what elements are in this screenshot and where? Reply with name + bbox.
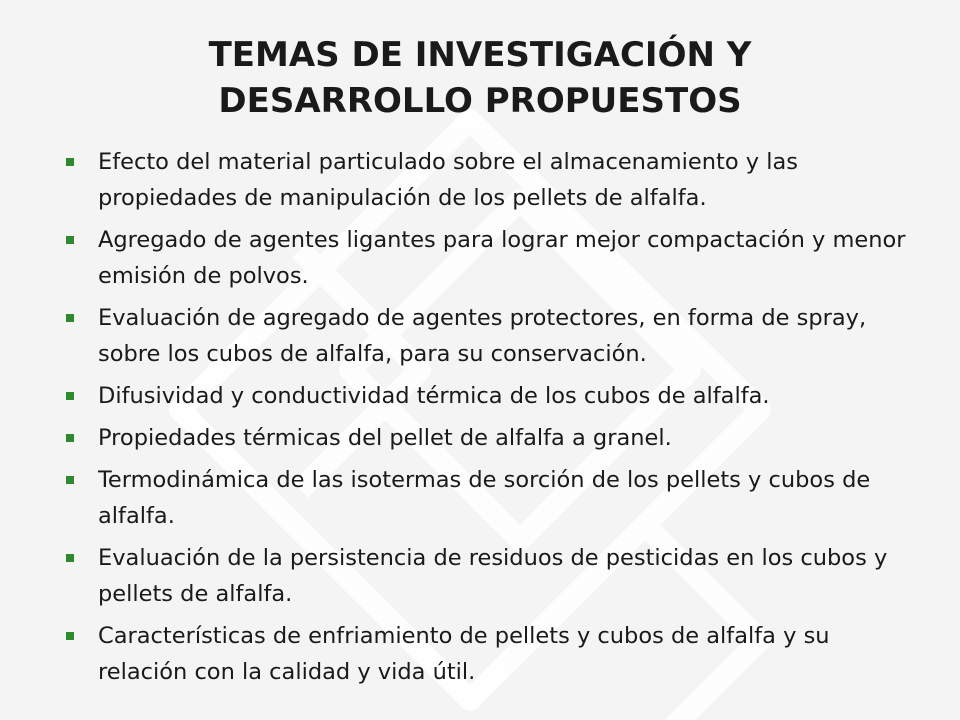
slide-title [0,32,960,124]
slide-title-line-2: DESARROLLO PROPUESTOS [218,81,742,121]
bullet-item [62,420,922,456]
square-bullet-icon [66,554,74,562]
square-bullet-icon [66,392,74,400]
bullet-text: Propiedades térmicas del pellet de alfalfa a granel. [98,425,672,451]
square-bullet-icon [66,236,74,244]
bullet-text: Evaluación de agregado de agentes protectores, en forma de spray, sobre los cubos de alfalfa, para su conservación. [98,305,867,367]
bullet-item [62,144,922,216]
bullet-item [62,618,922,690]
square-bullet-icon [66,632,74,640]
square-bullet-icon [66,158,74,166]
bullet-list [62,144,922,696]
bullet-item [62,222,922,294]
bullet-text: Efecto del material particulado sobre el almacenamiento y las propiedades de manipulación de los pellets de alfalfa. [98,149,798,211]
bullet-item [62,300,922,372]
bullet-item [62,540,922,612]
bullet-text: Evaluación de la persistencia de residuos de pesticidas en los cubos y pellets de alfalfa. [98,545,888,607]
square-bullet-icon [66,314,74,322]
bullet-item [62,462,922,534]
square-bullet-icon [66,434,74,442]
bullet-text: Características de enfriamiento de pellets y cubos de alfalfa y su relación con la calidad y vida útil. [98,623,830,685]
bullet-text: Agregado de agentes ligantes para lograr mejor compactación y menor emisión de polvos. [98,227,906,289]
bullet-item [62,378,922,414]
bullet-text: Difusividad y conductividad térmica de los cubos de alfalfa. [98,383,770,409]
slide-title-line-1: TEMAS DE INVESTIGACIÓN Y [208,35,752,75]
square-bullet-icon [66,476,74,484]
bullet-text: Termodinámica de las isotermas de sorción de los pellets y cubos de alfalfa. [98,467,871,529]
